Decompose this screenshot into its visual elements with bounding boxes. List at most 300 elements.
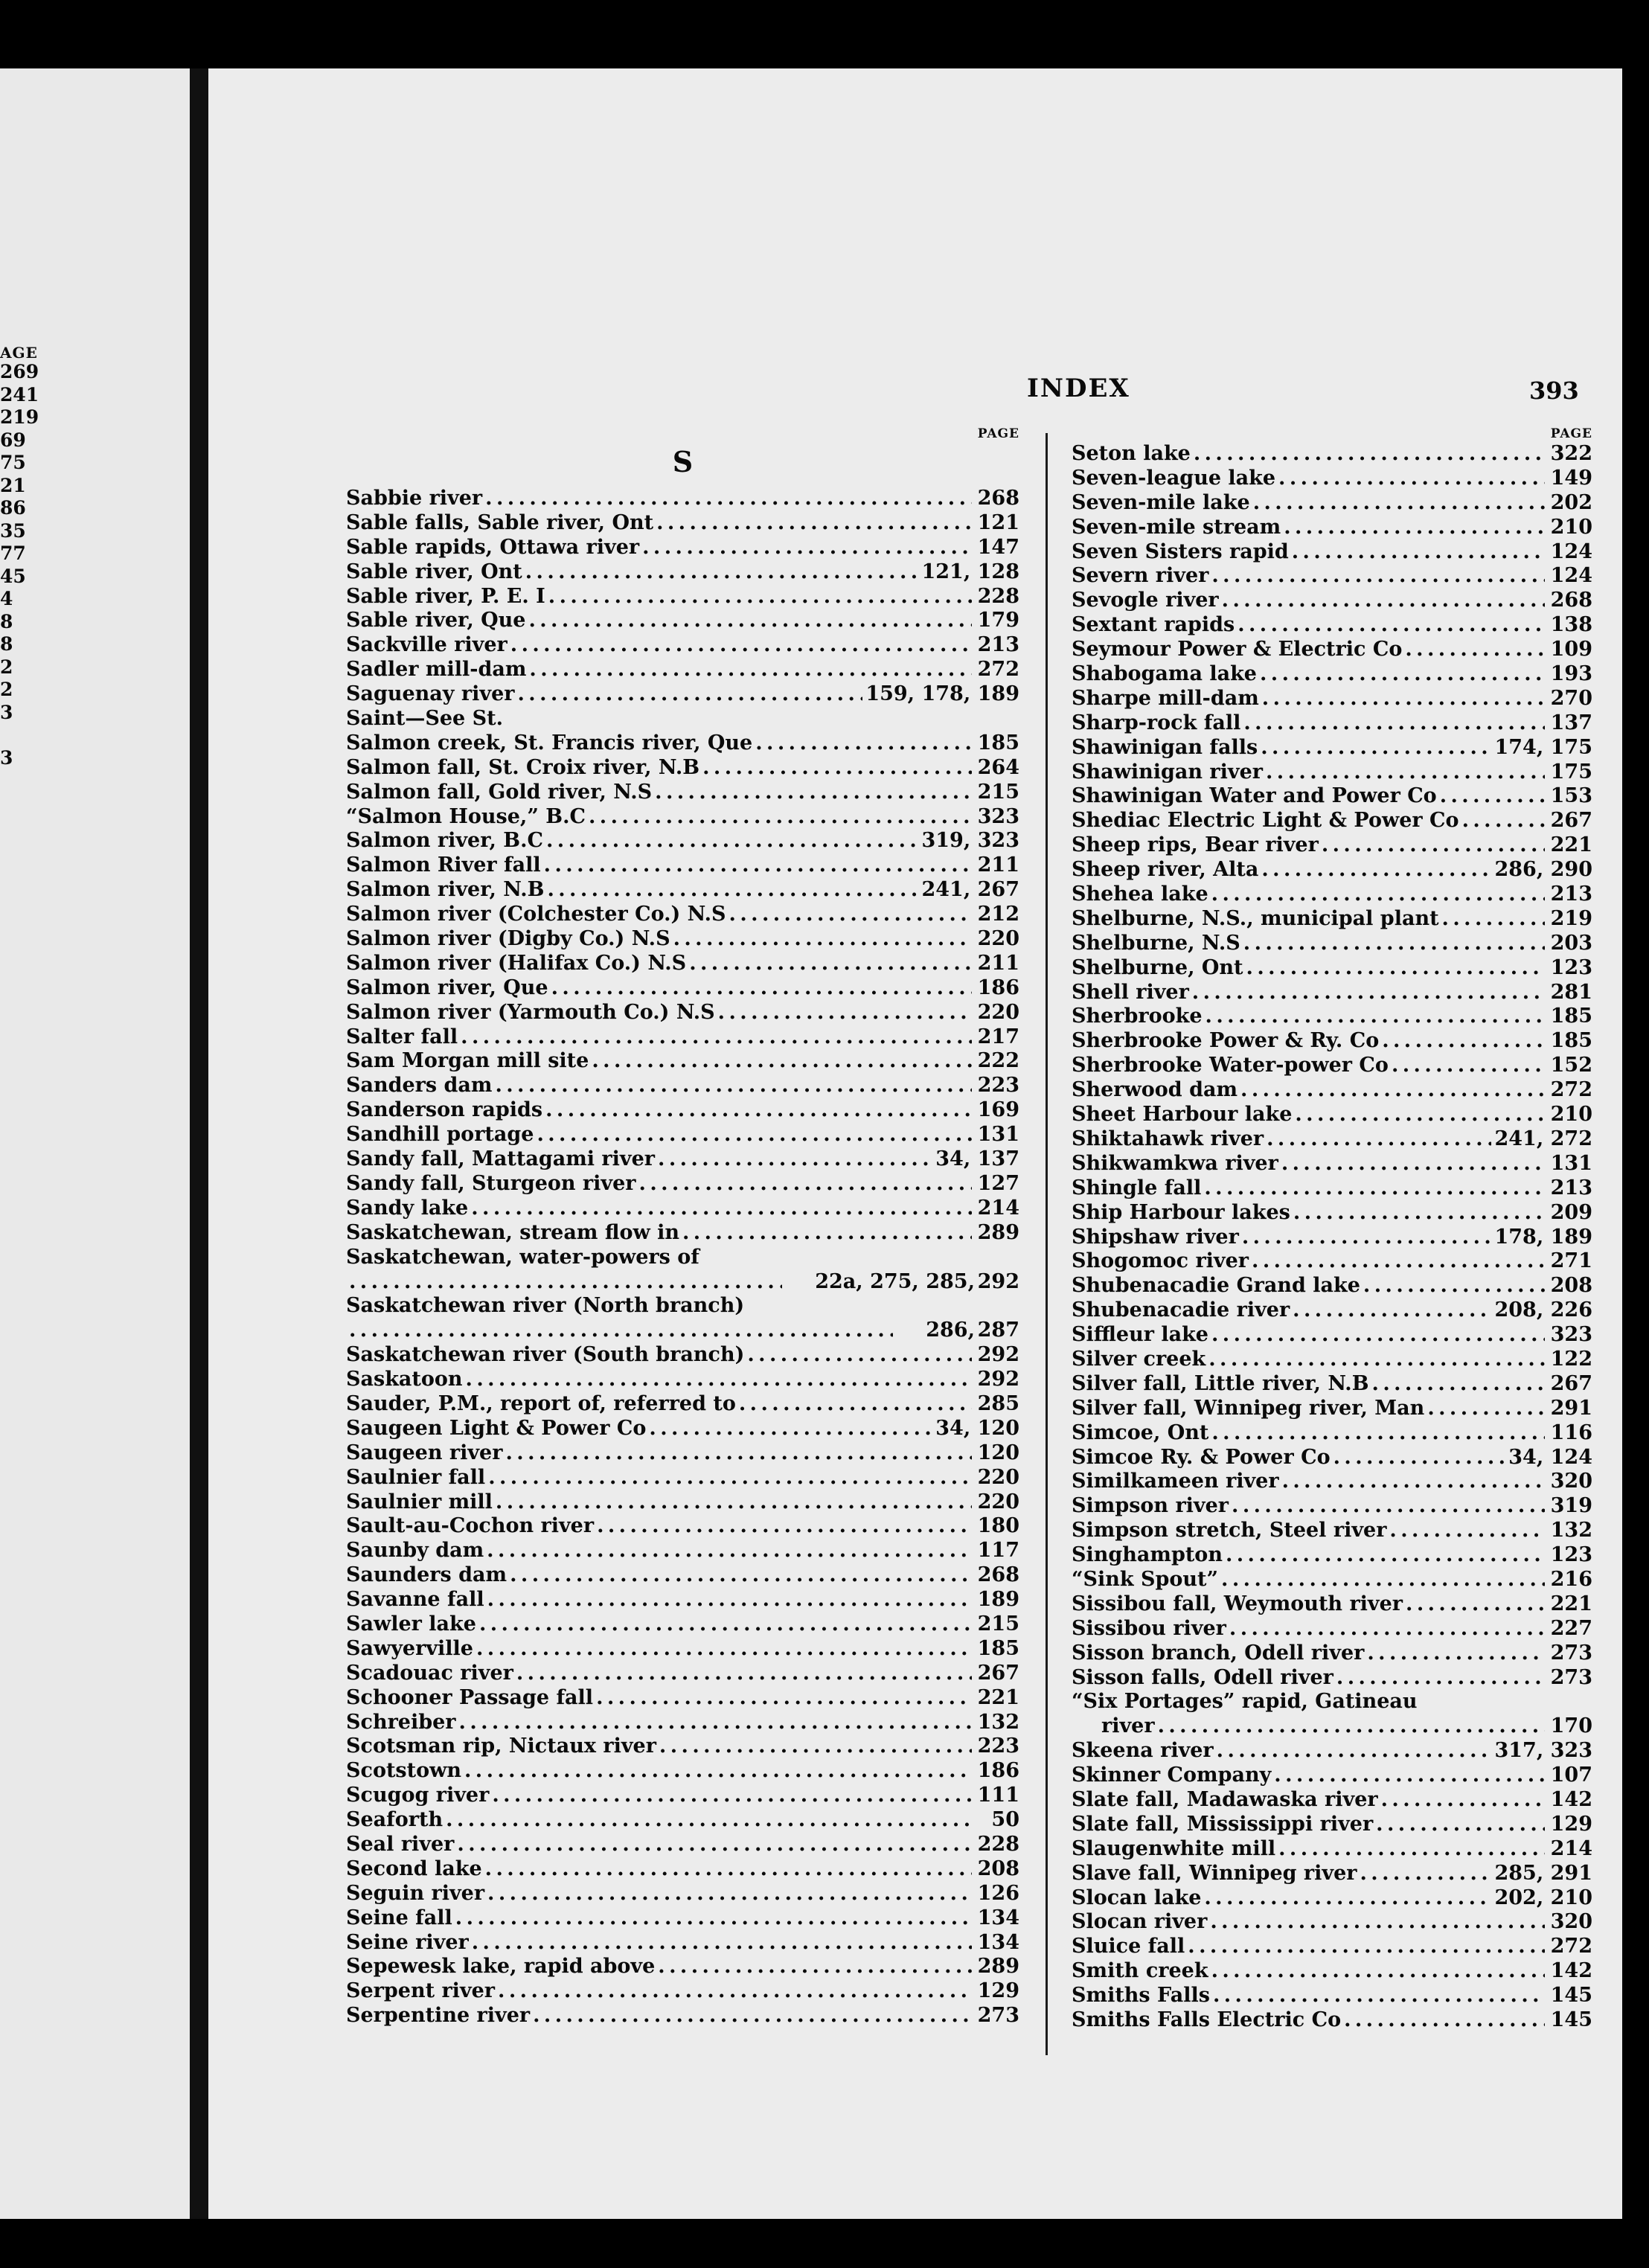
dot-leader <box>1292 540 1545 565</box>
index-entry <box>1072 1494 1592 1519</box>
entry-term: Scadouac river <box>346 1661 513 1685</box>
entry-pages: 323 <box>977 804 1019 828</box>
entry-pages: 134 <box>977 1906 1019 1929</box>
entry-term: Schooner Passage fall <box>346 1685 594 1709</box>
index-entry <box>1072 638 1592 662</box>
dot-leader <box>1293 1201 1545 1226</box>
entry-pages: 145 <box>1550 1984 1592 2008</box>
index-entry <box>346 1368 1019 1392</box>
facing-page-number: 45 <box>0 565 26 587</box>
index-entry <box>1072 1298 1592 1323</box>
entry-pages: 228 <box>977 584 1019 608</box>
entry-pages: 211 <box>977 853 1019 877</box>
entry-pages: 123 <box>1550 1543 1592 1567</box>
entry-pages: 223 <box>977 1074 1019 1098</box>
entry-continuation: 22a, 275, 285, <box>815 1269 975 1293</box>
entry-term: Silver fall, Little river, N.B <box>1072 1371 1369 1395</box>
entry-pages: 273 <box>1550 1665 1592 1689</box>
entry-pages: 322 <box>1550 442 1592 465</box>
index-entry <box>346 1857 1019 1882</box>
entry-term: Shelburne, N.S <box>1072 931 1240 955</box>
dot-leader <box>1261 858 1491 882</box>
index-entry <box>346 1955 1019 1979</box>
dot-leader <box>1232 1494 1545 1519</box>
entry-pages: 126 <box>977 1881 1019 1905</box>
entry-term: Saulnier fall <box>346 1465 486 1489</box>
index-entry <box>346 1025 1019 1050</box>
index-entry <box>1072 1519 1592 1543</box>
entry-pages: 109 <box>1550 638 1592 662</box>
dot-leader <box>1243 932 1545 956</box>
dot-leader <box>498 1979 972 2004</box>
dot-leader <box>487 1588 972 1612</box>
dot-leader <box>592 1049 972 1074</box>
index-entry <box>346 1979 1019 2004</box>
index-entry <box>1072 1249 1592 1274</box>
index-entry <box>346 1833 1019 1857</box>
dot-leader <box>471 1197 972 1221</box>
entry-term: Scugog river <box>346 1784 490 1807</box>
entry-term: Saulnier mill <box>346 1490 493 1513</box>
index-entry <box>1072 2008 1592 2033</box>
index-entry <box>1072 662 1592 687</box>
facing-page-number: 8 <box>0 610 13 632</box>
entry-term: “Sink Spout” <box>1072 1567 1219 1591</box>
index-entry <box>1072 1323 1592 1348</box>
index-entry <box>1072 1054 1592 1078</box>
entry-pages: 153 <box>1550 784 1592 808</box>
entry-term: Serpent river <box>346 1979 496 2003</box>
dot-leader <box>495 1074 972 1098</box>
facing-page-number: 219 <box>0 406 39 428</box>
entry-term: Sisson falls, Odell river <box>1072 1665 1333 1689</box>
entry-pages: 121, 128 <box>921 560 1019 583</box>
entry-term: Sherwood dam <box>1072 1078 1238 1102</box>
entry-term: Saunders dam <box>346 1563 507 1587</box>
index-column-left <box>346 426 1019 2028</box>
index-entry <box>1072 1837 1592 1862</box>
dot-leader <box>658 1147 932 1172</box>
dot-leader <box>729 903 972 927</box>
entry-term: Sluice fall <box>1072 1935 1185 1958</box>
index-entry <box>346 1931 1019 1955</box>
entry-pages: 281 <box>1550 980 1592 1004</box>
dot-leader <box>1262 687 1545 711</box>
dot-leader <box>1211 882 1545 907</box>
index-entry <box>1072 1690 1592 1739</box>
entry-pages: 285, 291 <box>1494 1861 1592 1885</box>
facing-page-number: 3 <box>0 701 13 723</box>
entry-pages: 50 <box>991 1808 1019 1832</box>
dot-leader <box>349 1270 782 1295</box>
entry-pages: 202 <box>1550 490 1592 514</box>
dot-leader <box>1211 1323 1545 1348</box>
entry-pages: 221 <box>1550 1592 1592 1615</box>
entry-continuation: 286, <box>926 1319 975 1342</box>
entry-term: Shell river <box>1072 980 1189 1004</box>
entry-term: Salmon river, Que <box>346 976 548 999</box>
index-entry <box>1072 784 1592 809</box>
entry-pages: 131 <box>977 1123 1019 1147</box>
entry-pages: 179 <box>977 609 1019 632</box>
dot-leader <box>544 853 972 878</box>
dot-leader <box>1205 1005 1545 1029</box>
dot-leader <box>505 1441 972 1466</box>
index-entry <box>1072 1176 1592 1201</box>
entry-pages: 228 <box>977 1833 1019 1857</box>
dot-leader <box>1222 589 1545 613</box>
index-entry <box>1072 564 1592 589</box>
dot-leader <box>1246 956 1545 981</box>
index-entry <box>1072 833 1592 858</box>
entry-term: Smiths Falls Electric Co <box>1072 2008 1342 2032</box>
entry-term: Shawinigan falls <box>1072 735 1258 759</box>
entry-pages: 120 <box>977 1441 1019 1464</box>
entry-term: Saskatchewan river (North branch) <box>346 1294 745 1318</box>
page-title: INDEX <box>1027 374 1130 403</box>
column-page-label: PAGE <box>1550 426 1592 441</box>
index-entry <box>1072 540 1592 565</box>
entry-term: Sawler lake <box>346 1612 476 1636</box>
index-entry <box>1072 1103 1592 1127</box>
entry-term: Salmon river (Yarmouth Co.) N.S <box>346 1000 715 1024</box>
entry-pages: 185 <box>1550 1005 1592 1028</box>
entry-term: Sherbrooke Water-power Co <box>1072 1054 1389 1077</box>
entry-term: Sissibou fall, Weymouth river <box>1072 1592 1403 1615</box>
dot-leader <box>1333 1446 1506 1470</box>
index-entry <box>1072 932 1592 956</box>
entry-term: Seine fall <box>346 1906 452 1929</box>
entry-pages: 227 <box>1550 1616 1592 1640</box>
entry-term: Sheep rips, Bear river <box>1072 833 1319 857</box>
entry-term: Sackville river <box>346 633 507 657</box>
dot-leader <box>642 536 972 560</box>
dot-leader <box>589 805 972 830</box>
index-entry <box>346 1759 1019 1784</box>
entry-pages: 185 <box>977 731 1019 755</box>
facing-page-number: 86 <box>0 497 26 519</box>
entry-term: Sault-au-Cochon river <box>346 1514 595 1538</box>
index-entry <box>346 829 1019 853</box>
index-entry <box>346 1392 1019 1417</box>
entry-term: Shipshaw river <box>1072 1225 1239 1249</box>
dot-leader <box>446 1808 972 1833</box>
dot-leader <box>1367 1641 1545 1666</box>
entry-term: Second lake <box>346 1857 482 1880</box>
dot-leader <box>510 633 972 658</box>
entry-term: Serpentine river <box>346 2004 531 2028</box>
entry-term: Seaforth <box>346 1808 444 1832</box>
index-entry <box>346 1147 1019 1172</box>
entry-pages: 129 <box>1550 1812 1592 1836</box>
facing-page-number: 35 <box>0 519 26 542</box>
dot-leader <box>1194 442 1545 467</box>
index-entry <box>346 1563 1019 1588</box>
facing-page-number: 241 <box>0 383 39 406</box>
entry-pages: 124 <box>1550 539 1592 563</box>
entry-term: Salmon river (Colchester Co.) N.S <box>346 903 726 926</box>
index-entry <box>346 1417 1019 1441</box>
entry-pages: 292 <box>977 1269 1019 1293</box>
entry-term: “Salmon House,” B.C <box>346 804 586 828</box>
column-divider <box>1046 433 1048 2055</box>
index-entry <box>1072 1543 1592 1568</box>
dot-leader <box>349 1319 893 1343</box>
entry-pages: 186 <box>977 1759 1019 1783</box>
entry-term: Sherbrooke <box>1072 1005 1203 1028</box>
dot-leader <box>1229 1617 1545 1641</box>
index-entry <box>1072 1886 1592 1911</box>
entry-term: Skinner Company <box>1072 1764 1272 1787</box>
index-entry <box>346 1588 1019 1612</box>
entry-pages: 34, 120 <box>935 1416 1019 1440</box>
entry-pages: 287 <box>977 1319 1019 1342</box>
dot-leader <box>1253 491 1545 516</box>
entry-term: Simcoe, Ont <box>1072 1420 1209 1444</box>
index-entry <box>1072 1446 1592 1470</box>
index-entry <box>346 805 1019 830</box>
dot-leader <box>658 1955 972 1979</box>
entry-pages: 220 <box>977 1465 1019 1489</box>
entry-term: Saguenay river <box>346 682 515 706</box>
index-entry <box>346 1906 1019 1931</box>
entry-pages: 147 <box>977 535 1019 559</box>
dot-leader <box>1221 1568 1545 1592</box>
entry-pages: 122 <box>1550 1347 1592 1371</box>
index-entry <box>1072 760 1592 785</box>
entry-pages: 285 <box>977 1391 1019 1415</box>
entry-pages: 174, 175 <box>1494 735 1592 759</box>
index-entries-left <box>346 487 1019 2028</box>
entry-term: Seymour Power & Electric Co <box>1072 638 1403 662</box>
entry-pages: 127 <box>977 1171 1019 1195</box>
entry-pages: 213 <box>1550 882 1592 906</box>
entry-term: Shelburne, N.S., municipal plant <box>1072 906 1439 930</box>
index-entry <box>346 1294 1019 1343</box>
entry-term: Sanderson rapids <box>346 1098 543 1122</box>
dot-leader <box>1344 2008 1545 2033</box>
entry-pages: 212 <box>977 903 1019 926</box>
index-entry <box>1072 1788 1592 1813</box>
entry-pages: 210 <box>1550 515 1592 539</box>
entry-term: Sable river, P. E. I <box>346 584 545 608</box>
entry-term: Ship Harbour lakes <box>1072 1200 1290 1224</box>
entry-pages: 215 <box>977 780 1019 804</box>
entry-term: Sheet Harbour lake <box>1072 1103 1293 1127</box>
entry-pages: 142 <box>1550 1959 1592 1983</box>
dot-leader <box>1267 1127 1491 1152</box>
entry-term: Slocan lake <box>1072 1886 1202 1909</box>
index-entry <box>346 1734 1019 1759</box>
dot-leader <box>496 1490 972 1515</box>
dot-leader <box>1237 613 1545 638</box>
entry-term: Smiths Falls <box>1072 1984 1210 2008</box>
dot-leader <box>718 1001 972 1025</box>
index-entry <box>1072 1421 1592 1446</box>
entry-pages: 272 <box>977 658 1019 682</box>
entry-pages: 271 <box>1550 1249 1592 1273</box>
dot-leader <box>537 1123 972 1147</box>
entry-pages: 319, 323 <box>921 829 1019 853</box>
entry-pages: 169 <box>977 1098 1019 1122</box>
entry-pages: 273 <box>1550 1641 1592 1665</box>
facing-page-number: 2 <box>0 679 13 700</box>
index-entry <box>346 487 1019 511</box>
entry-term: Silver fall, Winnipeg river, Man <box>1072 1396 1425 1420</box>
entry-pages: 180 <box>977 1514 1019 1538</box>
entry-pages: 289 <box>977 1955 1019 1979</box>
dot-leader <box>551 976 972 1001</box>
entry-pages: 178, 189 <box>1494 1225 1592 1249</box>
dot-leader <box>525 560 919 585</box>
facing-page-number: 2 <box>0 656 13 678</box>
entry-term: Simpson stretch, Steel river <box>1072 1519 1387 1543</box>
entry-term: Saskatchewan, stream flow in <box>346 1220 679 1244</box>
entry-term: Sable rapids, Ottawa river <box>346 535 640 559</box>
index-entry <box>346 781 1019 805</box>
index-entry <box>346 1882 1019 1906</box>
entry-pages: 186 <box>977 976 1019 999</box>
entry-term: Shogomoc river <box>1072 1249 1249 1273</box>
entry-pages: 193 <box>1550 662 1592 686</box>
dot-leader <box>1281 1152 1545 1176</box>
entry-term: Severn river <box>1072 564 1209 588</box>
entry-pages: 132 <box>977 1710 1019 1734</box>
index-entry <box>346 609 1019 633</box>
index-entry <box>1072 1201 1592 1226</box>
dot-leader <box>1243 711 1545 736</box>
index-entry <box>346 1074 1019 1098</box>
entry-pages: 213 <box>1550 1176 1592 1199</box>
entry-pages: 267 <box>1550 809 1592 833</box>
entry-term: Schreiber <box>346 1710 456 1734</box>
entry-pages: 268 <box>977 1563 1019 1587</box>
entry-pages: 149 <box>1550 466 1592 490</box>
dot-leader <box>485 1857 972 1882</box>
index-entry <box>1072 491 1592 516</box>
entry-pages: 272 <box>1550 1935 1592 1958</box>
entry-term: Similkameen river <box>1072 1470 1279 1493</box>
entry-term: Shubenacadie river <box>1072 1298 1290 1322</box>
dot-leader <box>689 952 972 976</box>
entry-term: Savanne fall <box>346 1588 484 1612</box>
dot-leader <box>1204 1176 1545 1201</box>
index-entry <box>346 1514 1019 1539</box>
entry-term: Sable river, Que <box>346 609 526 632</box>
entry-term: Skeena river <box>1072 1739 1214 1763</box>
dot-leader <box>1282 1470 1545 1494</box>
entry-term: Sharpe mill-dam <box>1072 686 1259 710</box>
entry-term: Singhampton <box>1072 1543 1223 1567</box>
dot-leader <box>529 658 972 682</box>
entry-pages: 291 <box>1550 1396 1592 1420</box>
entry-pages: 202, 210 <box>1494 1886 1592 1909</box>
index-entry <box>346 585 1019 609</box>
index-entry <box>1072 1348 1592 1372</box>
dot-leader <box>487 1539 972 1563</box>
entry-pages: 185 <box>1550 1029 1592 1053</box>
entry-term: Salmon creek, St. Francis river, Que <box>346 731 753 755</box>
index-entry <box>346 633 1019 658</box>
entry-pages: 320 <box>1550 1910 1592 1934</box>
entry-term: Saunby dam <box>346 1539 484 1563</box>
entry-term: “Six Portages” rapid, Gatineau <box>1072 1690 1418 1714</box>
index-entry <box>1072 1959 1592 1984</box>
index-entry <box>346 903 1019 927</box>
dot-leader <box>1158 1714 1545 1739</box>
dot-leader <box>1266 760 1545 785</box>
entry-term: Shawinigan Water and Power Co <box>1072 784 1437 808</box>
dot-leader <box>1440 784 1545 809</box>
index-entry <box>346 1490 1019 1515</box>
index-entry <box>346 1098 1019 1123</box>
index-entry <box>1072 1372 1592 1397</box>
dot-leader <box>488 1466 972 1490</box>
facing-page-number: 75 <box>0 452 26 473</box>
dot-leader <box>755 731 972 756</box>
entry-pages: 219 <box>1550 906 1592 930</box>
entry-term: Seven-mile lake <box>1072 490 1250 514</box>
dot-leader <box>1389 1519 1545 1543</box>
entry-term: Sabbie river <box>346 487 483 510</box>
dot-leader <box>656 511 972 536</box>
column-page-label: PAGE <box>977 426 1019 441</box>
entry-term: Seine river <box>346 1930 469 1954</box>
dot-leader <box>487 1882 972 1906</box>
index-column-right <box>1072 426 1592 2033</box>
dot-leader <box>639 1172 972 1197</box>
index-entry <box>1072 1764 1592 1788</box>
index-entry <box>1072 1226 1592 1250</box>
entry-pages: 129 <box>977 1979 1019 2003</box>
entry-term: Salmon river (Digby Co.) N.S <box>346 927 670 951</box>
dot-leader <box>1462 809 1545 833</box>
entry-pages: 208 <box>977 1857 1019 1880</box>
entry-term: Smith creek <box>1072 1959 1208 1983</box>
page-number: 393 <box>1529 377 1579 405</box>
entry-term: Sam Morgan mill site <box>346 1049 589 1073</box>
entry-pages: 289 <box>977 1220 1019 1244</box>
entry-term: Sadler mill-dam <box>346 658 527 682</box>
index-entry <box>346 1001 1019 1025</box>
entry-pages: 264 <box>977 755 1019 779</box>
dot-leader <box>682 1221 972 1246</box>
entry-pages: 223 <box>977 1734 1019 1758</box>
entry-pages: 189 <box>977 1588 1019 1612</box>
dot-leader <box>1208 1348 1545 1372</box>
index-entry <box>346 1711 1019 1735</box>
entry-term: Shelburne, Ont <box>1072 955 1243 979</box>
dot-leader <box>1210 1910 1545 1935</box>
entry-term: Sharp-rock fall <box>1072 711 1241 734</box>
dot-leader <box>1406 1592 1545 1617</box>
entry-pages: 216 <box>1550 1567 1592 1591</box>
dot-leader <box>1261 736 1491 760</box>
index-entry <box>1072 1617 1592 1641</box>
index-entry <box>346 927 1019 952</box>
dot-leader <box>1442 907 1545 932</box>
index-entry <box>346 1784 1019 1808</box>
entry-term: Shiktahawk river <box>1072 1127 1264 1150</box>
index-entry <box>1072 1274 1592 1298</box>
entry-term: Sheep river, Alta <box>1072 858 1259 882</box>
index-entry <box>346 1172 1019 1197</box>
dot-leader <box>1382 1029 1545 1054</box>
index-entry <box>346 536 1019 560</box>
entry-term: Sandy lake <box>346 1196 469 1220</box>
entry-pages: 286, 290 <box>1494 858 1592 882</box>
index-entry <box>346 560 1019 585</box>
